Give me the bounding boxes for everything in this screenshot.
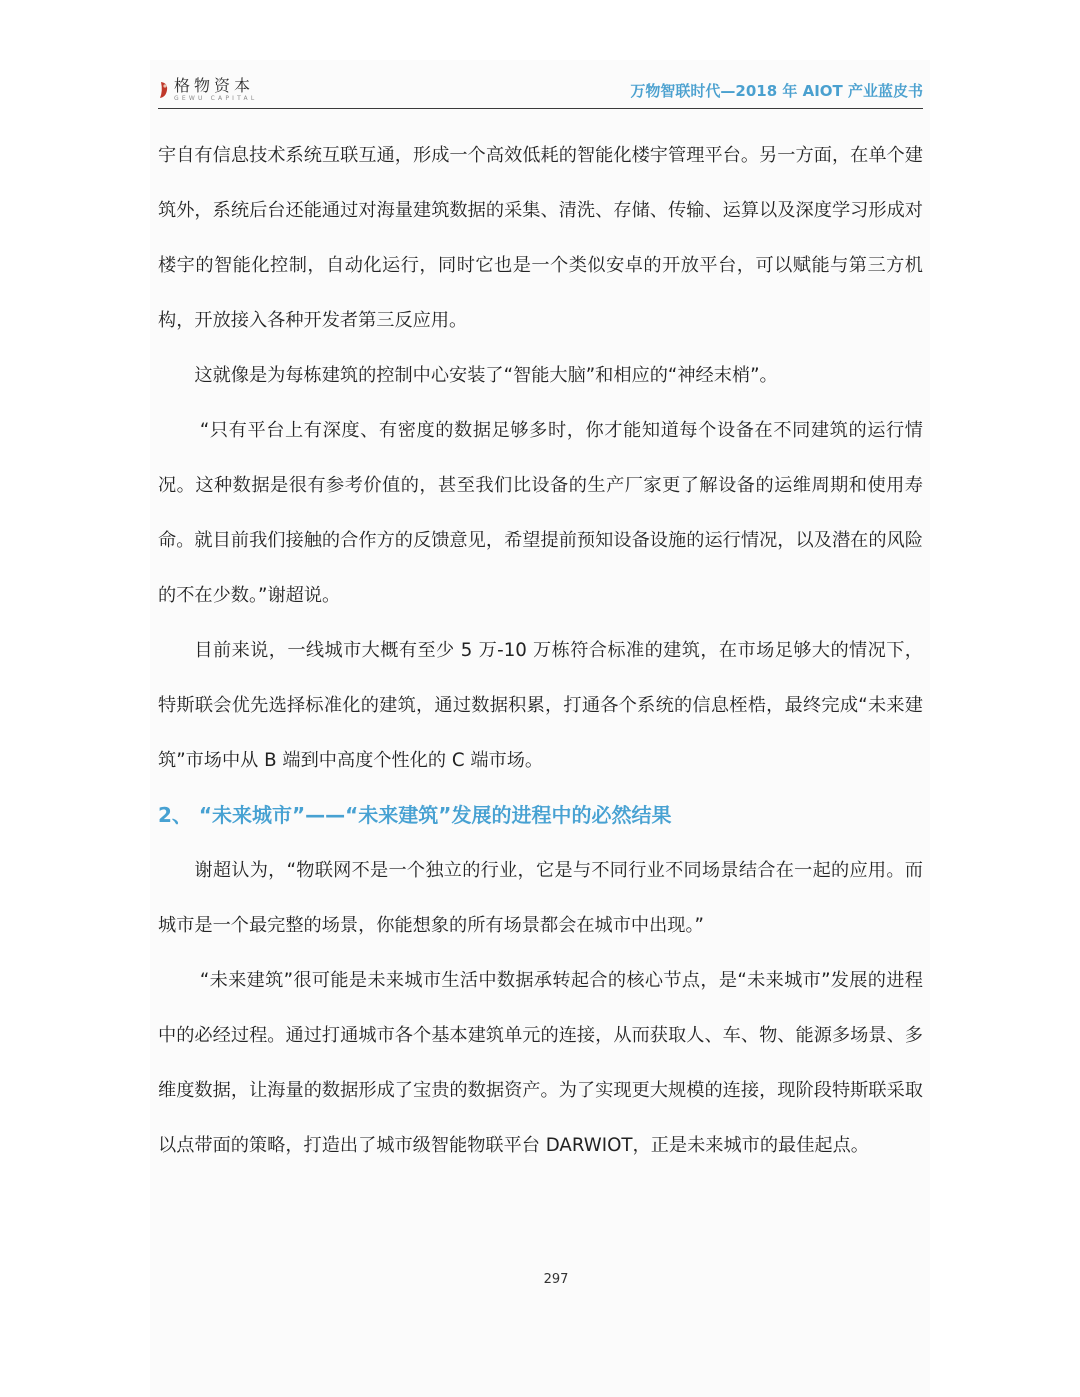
logo-english-name: GEWU CAPITAL: [174, 95, 258, 102]
page-number: 297: [543, 1272, 569, 1287]
logo-seal-icon: [158, 81, 170, 99]
section-heading: 2、 “未来城市”——“未来建筑”发展的进程中的必然结果: [158, 803, 672, 827]
paragraph-5: 谢超认为，“物联网不是一个独立的行业，它是与不同行业不同场景结合在一起的应用。而城市是一个最完整的场景，你能想象的所有场景都会在城市中出现。”: [158, 860, 923, 936]
paragraph-4: 目前来说，一线城市大概有至少 5 万-10 万栋符合标准的建筑，在市场足够大的情况下，特斯联会优先选择标准化的建筑，通过数据积累，打通各个系统的信息桎梏，最终完成“未来建筑”市场中从 B 端到中高度个性化的 C 端市场。: [158, 640, 923, 771]
logo-chinese-name: 格物资本: [174, 76, 255, 95]
document-body: [158, 128, 923, 1173]
document-title: 万物智联时代—2018 年 AIOT 产业蓝皮书: [630, 82, 923, 100]
paragraph-1: 宇自有信息技术系统互联互通，形成一个高效低耗的智能化楼宇管理平台。另一方面，在单个建筑外，系统后台还能通过对海量建筑数据的采集、清洗、存储、传输、运算以及深度学习形成对楼宇的智能化控制，自动化运行，同时它也是一个类似安卓的开放平台，可以赋能与第三方机构，开放接入各种开发者第三反应用。: [158, 145, 923, 331]
paragraph-2: 这就像是为每栋建筑的控制中心安装了“智能大脑”和相应的“神经末梢”。: [194, 365, 778, 386]
logo: [158, 77, 257, 103]
page-header: [158, 72, 923, 109]
paragraph-6: “未来建筑”很可能是未来城市生活中数据承转起合的核心节点，是“未来城市”发展的进程中的必经过程。通过打通城市各个基本建筑单元的连接，从而获取人、车、物、能源多场景、多维度数据，让海量的数据形成了宝贵的数据资产。为了实现更大规模的连接，现阶段特斯联采取以点带面的策略，打造出了城市级智能物联平台 DARWIOT，正是未来城市的最佳起点。: [158, 970, 923, 1156]
paragraph-3: “只有平台上有深度、有密度的数据足够多时，你才能知道每个设备在不同建筑的运行情况。这种数据是很有参考价值的，甚至我们比设备的生产厂家更了解设备的运维周期和使用寿命。就目前我们接触的合作方的反馈意见，希望提前预知设备设施的运行情况，以及潜在的风险的不在少数。”谢超说。: [158, 420, 923, 606]
